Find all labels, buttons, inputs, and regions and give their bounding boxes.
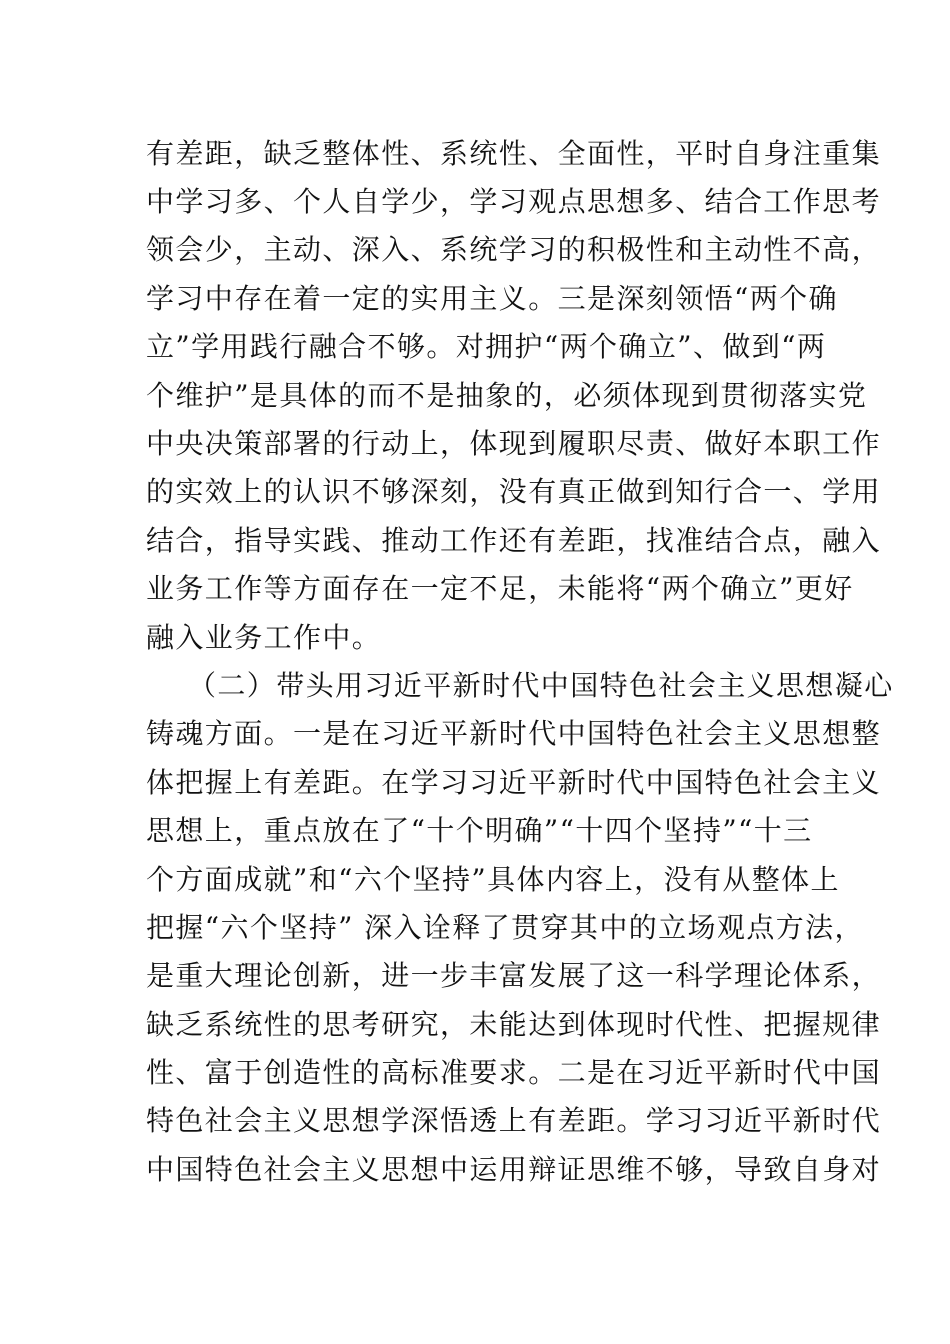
text-line: 结合，指导实践、推动工作还有差距，找准结合点，融入 — [146, 524, 882, 557]
text-line: 中央决策部署的行动上，体现到履职尽责、做好本职工作 — [146, 427, 882, 460]
section-heading-line: （二）带头用习近平新时代中国特色社会主义思想凝心 — [188, 669, 894, 702]
text-line: 的实效上的认识不够深刻，没有真正做到知行合一、学用 — [146, 475, 882, 508]
text-line: 是重大理论创新，进一步丰富发展了这一科学理论体系， — [146, 959, 882, 992]
text-line: 体把握上有差距。在学习习近平新时代中国特色社会主义 — [146, 766, 882, 799]
text-line: 缺乏系统性的思考研究，未能达到体现时代性、把握规律 — [146, 1008, 882, 1041]
text-line: 有差距，缺乏整体性、系统性、全面性，平时自身注重集 — [146, 137, 882, 170]
text-line: 中国特色社会主义思想中运用辩证思维不够，导致自身对 — [146, 1153, 882, 1186]
text-line: 特色社会主义思想学深悟透上有差距。学习习近平新时代 — [146, 1104, 882, 1137]
text-line: 业务工作等方面存在一定不足，未能将“两个确立”更好 — [146, 572, 854, 605]
text-line: 融入业务工作中。 — [146, 621, 382, 654]
text-line: 学习中存在着一定的实用主义。三是深刻领悟“两个确 — [146, 282, 838, 315]
text-line: 性、富于创造性的高标准要求。二是在习近平新时代中国 — [146, 1056, 882, 1089]
text-line: 立”学用践行融合不够。对拥护“两个确立”、做到“两 — [146, 330, 827, 363]
text-line: 领会少，主动、深入、系统学习的积极性和主动性不高， — [146, 233, 882, 266]
text-line: 铸魂方面。一是在习近平新时代中国特色社会主义思想整 — [146, 717, 882, 750]
text-line: 把握“六个坚持” 深入诠释了贯穿其中的立场观点方法， — [146, 911, 864, 944]
text-line: 思想上，重点放在了“十个明确”“十四个坚持”“十三 — [146, 814, 813, 847]
text-line: 中学习多、个人自学少，学习观点思想多、结合工作思考 — [146, 185, 882, 218]
text-line: 个方面成就”和“六个坚持”具体内容上，没有从整体上 — [146, 863, 840, 896]
text-line: 个维护”是具体的而不是抽象的，必须体现到贯彻落实党 — [146, 379, 868, 412]
